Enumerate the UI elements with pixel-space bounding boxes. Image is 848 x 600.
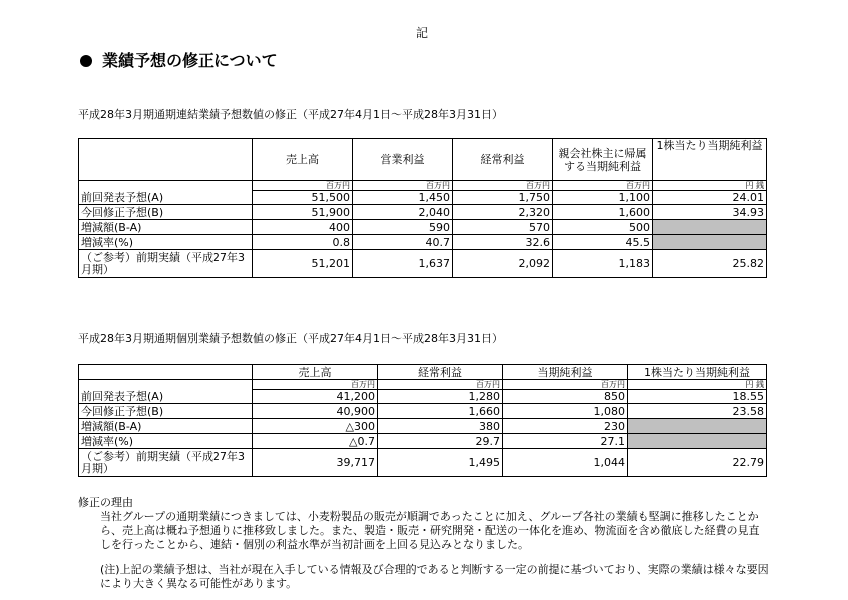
column-header: 1株当たり当期純利益 [653, 139, 767, 181]
value-cell: 570 [453, 220, 553, 235]
shaded-cell [653, 220, 767, 235]
unit-label: 円 銭 [628, 380, 767, 390]
disclaimer-note: (注)上記の業績予想は、当社が現在入手している情報及び合理的であると判断する一定の前提に基づいており、実際の業績は様々な要因により大きく異なる可能性があります。 [100, 563, 769, 590]
table-row [79, 205, 767, 220]
table-row [79, 191, 767, 205]
table1-caption: 平成28年3月期通期連結業績予想数値の修正（平成27年4月1日～平成28年3月31日） [78, 108, 503, 121]
value-cell: 850 [503, 390, 628, 404]
value-cell: 22.79 [628, 449, 767, 477]
table-header-row [79, 365, 767, 380]
value-cell: 500 [553, 220, 653, 235]
shaded-cell [628, 434, 767, 449]
value-cell: 1,080 [503, 404, 628, 419]
row-label: （ご参考）前期実績（平成27年3月期） [79, 250, 253, 278]
table2-caption: 平成28年3月期通期個別業績予想数値の修正（平成27年4月1日～平成28年3月31日） [78, 332, 503, 345]
value-cell: 380 [378, 419, 503, 434]
value-cell: 18.55 [628, 390, 767, 404]
table-row [79, 434, 767, 449]
reason-title: 修正の理由 [78, 496, 133, 509]
unit-blank [79, 380, 253, 390]
unit-label: 円 銭 [653, 181, 767, 191]
value-cell: 51,201 [253, 250, 353, 278]
unit-row [79, 181, 767, 191]
value-cell: 23.58 [628, 404, 767, 419]
value-cell: 25.82 [653, 250, 767, 278]
value-cell: 590 [353, 220, 453, 235]
column-header: 経常利益 [378, 365, 503, 380]
unit-row [79, 380, 767, 390]
value-cell: 2,040 [353, 205, 453, 220]
unit-label: 百万円 [253, 380, 378, 390]
unit-label: 百万円 [503, 380, 628, 390]
section-heading [80, 48, 278, 71]
section-heading-text: 業績予想の修正について [102, 51, 278, 70]
row-label: 増減額(B-A) [79, 419, 253, 434]
value-cell: 2,092 [453, 250, 553, 278]
value-cell: 51,900 [253, 205, 353, 220]
table-row [79, 449, 767, 477]
table-row [79, 390, 767, 404]
unit-blank [79, 181, 253, 191]
ki-mark: 記 [416, 26, 429, 40]
row-label: 前回発表予想(A) [79, 191, 253, 205]
column-header: 売上高 [253, 365, 378, 380]
value-cell: 24.01 [653, 191, 767, 205]
value-cell: 1,495 [378, 449, 503, 477]
row-label: 今回修正予想(B) [79, 404, 253, 419]
column-header: 当期純利益 [503, 365, 628, 380]
table-header-row [79, 139, 767, 181]
column-header: 親会社株主に帰属する当期純利益 [553, 139, 653, 181]
value-cell: 1,660 [378, 404, 503, 419]
bullet-icon [80, 55, 92, 67]
value-cell: 1,600 [553, 205, 653, 220]
value-cell: 41,200 [253, 390, 378, 404]
value-cell: 1,044 [503, 449, 628, 477]
row-label: （ご参考）前期実績（平成27年3月期） [79, 449, 253, 477]
value-cell: 40,900 [253, 404, 378, 419]
unit-label: 百万円 [553, 181, 653, 191]
reason-body: 当社グループの通期業績につきましては、小麦粉製品の販売が順調であったことに加え、グループ各社の業績も堅調に推移したことから、売上高は概ね予想通りに推移致しました。また、製造・販売・研究開発・配送の一体化を進め、物流面を含め徹底した経費の見直しを行ったことから、連結・個別の利益水準が当初計画を上回る見込みとなりました。 [100, 510, 760, 551]
value-cell: 40.7 [353, 235, 453, 250]
unit-label: 百万円 [378, 380, 503, 390]
value-cell: △300 [253, 419, 378, 434]
table-row [79, 419, 767, 434]
unit-label: 百万円 [353, 181, 453, 191]
value-cell: 34.93 [653, 205, 767, 220]
row-label: 増減率(%) [79, 434, 253, 449]
value-cell: 1,637 [353, 250, 453, 278]
value-cell: 1,100 [553, 191, 653, 205]
value-cell: 400 [253, 220, 353, 235]
corner-cell [79, 139, 253, 181]
table-row [79, 235, 767, 250]
value-cell: 1,183 [553, 250, 653, 278]
column-header: 売上高 [253, 139, 353, 181]
column-header: 経常利益 [453, 139, 553, 181]
table-row [79, 404, 767, 419]
value-cell: 45.5 [553, 235, 653, 250]
row-label: 増減率(%) [79, 235, 253, 250]
column-header: 1株当たり当期純利益 [628, 365, 767, 380]
unit-label: 百万円 [453, 181, 553, 191]
value-cell: 1,280 [378, 390, 503, 404]
value-cell: 51,500 [253, 191, 353, 205]
row-label: 前回発表予想(A) [79, 390, 253, 404]
value-cell: 1,750 [453, 191, 553, 205]
value-cell: △0.7 [253, 434, 378, 449]
value-cell: 32.6 [453, 235, 553, 250]
consolidated-forecast-table [78, 138, 767, 278]
table-row [79, 250, 767, 278]
value-cell: 2,320 [453, 205, 553, 220]
column-header: 営業利益 [353, 139, 453, 181]
value-cell: 27.1 [503, 434, 628, 449]
non-consolidated-forecast-table [78, 364, 767, 477]
value-cell: 1,450 [353, 191, 453, 205]
unit-label: 百万円 [253, 181, 353, 191]
row-label: 増減額(B-A) [79, 220, 253, 235]
corner-cell [79, 365, 253, 380]
value-cell: 39,717 [253, 449, 378, 477]
value-cell: 0.8 [253, 235, 353, 250]
row-label: 今回修正予想(B) [79, 205, 253, 220]
value-cell: 29.7 [378, 434, 503, 449]
table-row [79, 220, 767, 235]
shaded-cell [628, 419, 767, 434]
value-cell: 230 [503, 419, 628, 434]
shaded-cell [653, 235, 767, 250]
